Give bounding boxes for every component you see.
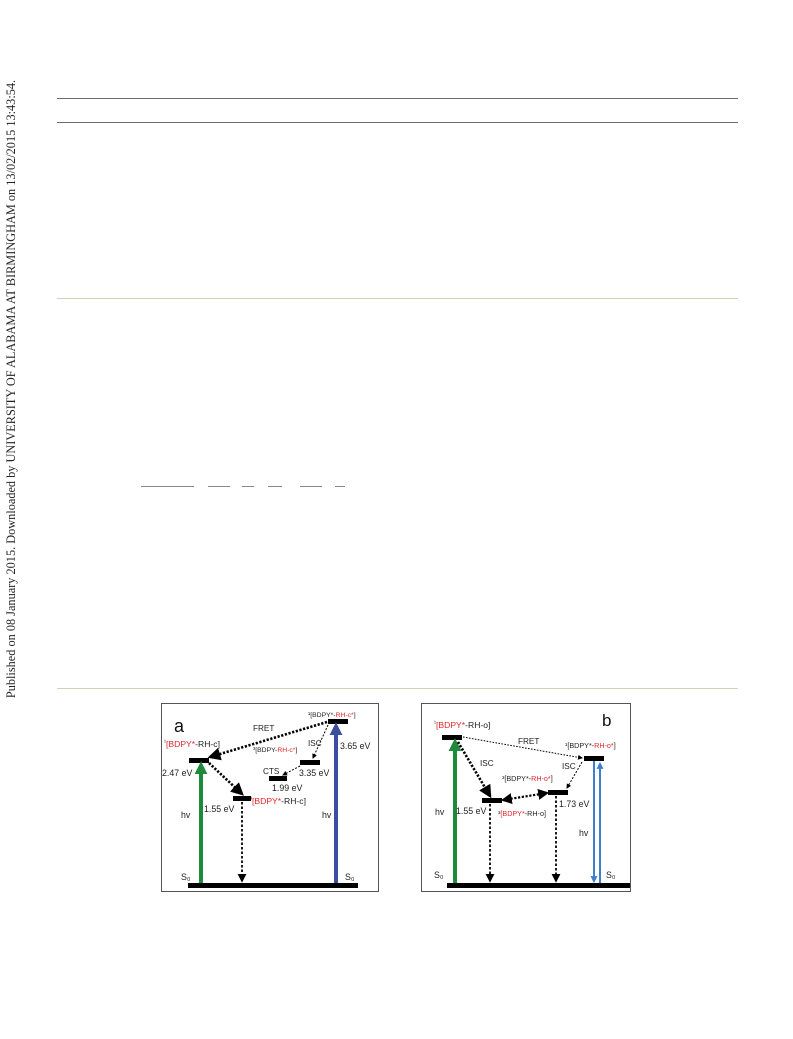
energy-155: 1.55 eV: [456, 806, 487, 816]
state-label-triplet-rho: ³[BDPY*-RH-o*]: [502, 774, 553, 783]
isc-label-left: ISC: [480, 759, 494, 768]
level-triplet-bdpy: [482, 798, 502, 803]
header-rule-top: [57, 98, 738, 99]
level-cts: [269, 776, 287, 781]
isc-label: ISC: [308, 739, 322, 748]
hv-label-left: hv: [181, 810, 191, 820]
section-divider-1: [57, 298, 738, 299]
panel-letter-b: b: [602, 711, 612, 730]
energy-155: 1.55 eV: [204, 804, 235, 814]
cts-arrow: [283, 766, 300, 775]
fret-label: FRET: [518, 737, 540, 746]
level-singlet-bdpy: [189, 758, 209, 763]
s0-label-left: S₀: [434, 870, 444, 880]
s0-label-left: S₀: [181, 872, 191, 882]
state-label-singlet-rho: ¹[BDPY*-RH-o*]: [565, 741, 616, 750]
level-triplet-rhc: [300, 760, 320, 765]
level-triplet-rho: [548, 790, 568, 795]
state-label-triplet-bdpy: ³[BDPY*-RH-o]: [498, 809, 546, 818]
panel-b-svg: [422, 704, 630, 891]
energy-335: 3.35 eV: [299, 768, 330, 778]
footnote-rule-6: [335, 486, 345, 487]
energy-365: 3.65 eV: [340, 741, 371, 751]
level-triplet-bdpy: [233, 796, 251, 801]
state-label-triplet-rhc: ³[BDPY-RH-c*]: [253, 747, 298, 754]
hv-label-right: hv: [579, 828, 589, 838]
download-provenance-note: Published on 08 January 2015. Downloaded by UNIVERSITY OF ALABAMA AT BIRMINGHAM on 13/02/2015 13:43:54.: [4, 79, 18, 699]
energy-247: 2.47 eV: [162, 768, 193, 778]
isc-arrow-left: [458, 742, 490, 796]
energy-173: 1.73 eV: [559, 799, 590, 809]
cts-label: CTS: [263, 767, 280, 776]
state-label-singlet-rhc: ¹[BDPY*-RH-c*]: [308, 712, 356, 719]
energy-diagram-panel-a: [161, 703, 379, 892]
level-singlet-rhc: [328, 719, 348, 724]
footnote-rule-1: [141, 486, 194, 487]
triplet-exchange-arrow: [503, 793, 547, 800]
hv-label-left: hv: [435, 807, 445, 817]
energy-diagram-panel-b: [421, 703, 631, 892]
ground-state-level: [188, 883, 358, 888]
footnote-rule-2: [208, 486, 230, 487]
footnote-rule-5: [300, 486, 322, 487]
section-divider-2: [57, 688, 738, 689]
level-singlet-rho: [584, 756, 604, 761]
fret-label: FRET: [253, 724, 275, 733]
ground-state-level: [447, 883, 630, 888]
header-rule-bottom: [57, 122, 738, 123]
s0-label-right: S₀: [606, 870, 616, 880]
level-singlet-bdpy: [442, 735, 462, 740]
footnote-rule-4: [268, 486, 282, 487]
footnote-rule-3: [242, 486, 254, 487]
hv-label-right: hv: [322, 810, 332, 820]
s0-label-right: S₀: [345, 872, 355, 882]
energy-199: 1.99 eV: [272, 783, 303, 793]
panel-letter-a: a: [174, 716, 185, 736]
state-label-singlet-bdpy: $^{^1}$[BDPY*-RH-c]: [164, 739, 220, 749]
panel-a-svg: [162, 704, 378, 891]
bdpy-isc-arrow: [209, 763, 242, 794]
isc-label-right: ISC: [562, 762, 576, 771]
state-label-singlet-bdpy: $^{^1}$[BDPY*-RH-o]: [434, 720, 491, 730]
state-label-triplet-bdpy: $^{^3}$[BDPY*-RH-c]: [250, 796, 306, 806]
